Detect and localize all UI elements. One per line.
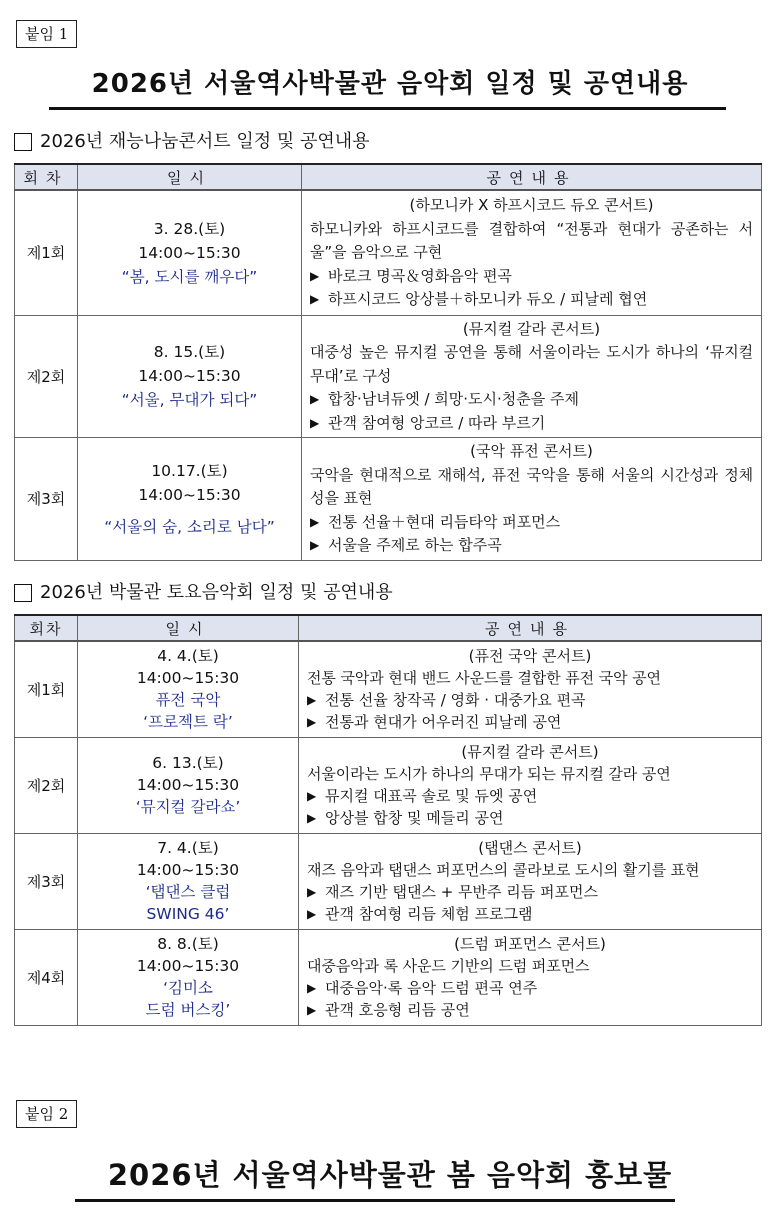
bullet-text: 바로크 명곡＆영화음악 편곡 (328, 266, 512, 285)
checkbox-icon (14, 584, 32, 602)
bullet-item (310, 511, 753, 535)
triangle-bullet-icon: ▶ (310, 538, 320, 552)
page-title-text: 2026년 서울역사박물관 음악회 일정 및 공연내용 (91, 69, 689, 99)
triangle-bullet-icon: ▶ (307, 789, 317, 803)
page-title (0, 66, 780, 102)
concert-subtitle: ‘김미소 (163, 979, 213, 997)
table-row (15, 737, 762, 833)
bullet-text: 하프시코드 앙상블＋하모니카 듀오 / 피날레 협연 (328, 290, 648, 308)
content-cell (302, 315, 762, 438)
header-date: 일시 (78, 164, 302, 190)
section-2-heading (14, 581, 393, 605)
bullet-text: 서울을 주제로 하는 합주곡 (328, 536, 502, 554)
performance-title: (탭댄스 콘서트) (478, 839, 582, 857)
promo-section-title (0, 1155, 780, 1195)
bullet-item (310, 265, 753, 289)
bullet-text: 재즈 기반 탭댄스 + 무반주 리듬 퍼포먼스 (325, 883, 599, 901)
date-cell (78, 190, 302, 315)
bullet-item (310, 412, 753, 436)
date-text: 10.17.(토) (151, 461, 228, 480)
concert-subtitle: “서울의 숨, 소리로 남다” (104, 517, 275, 536)
content-cell (299, 929, 762, 1025)
table-row (15, 929, 762, 1025)
concert-schedule-table-2 (14, 614, 762, 1026)
time-text: 14:00~15:30 (136, 669, 240, 688)
concert-subtitle: 드럼 버스킹’ (145, 1001, 231, 1019)
triangle-bullet-icon: ▶ (307, 907, 317, 921)
table-row (15, 438, 762, 561)
time-text: 14:00~15:30 (138, 367, 241, 386)
header-round: 회차 (15, 164, 78, 190)
bullet-text: 관객 참여형 앙코르 / 따라 부르기 (328, 413, 546, 432)
promo-title-underline (75, 1199, 675, 1202)
concert-subtitle: 퓨전 국악 (155, 691, 221, 710)
round-cell: 제3회 (15, 438, 78, 561)
title-underline (49, 107, 726, 110)
bullet-text: 전통 선율 창작곡 / 영화 · 대중가요 편곡 (325, 691, 586, 710)
performance-title: (뮤지컬 갈라 콘서트) (462, 319, 601, 338)
date-cell (78, 833, 299, 929)
performance-description: 하모니카와 하프시코드를 결합하여 “전통과 현대가 공존하는 서울”을 음악으로 구현 (310, 219, 753, 261)
round-cell: 제1회 (15, 641, 78, 737)
section-1-heading (14, 130, 370, 154)
content-cell (299, 737, 762, 833)
concert-subtitle: SWING 46’ (146, 905, 230, 923)
bullet-item (307, 881, 753, 903)
bullet-text: 관객 참여형 리듬 체험 프로그램 (325, 905, 533, 923)
date-cell (78, 929, 299, 1025)
performance-description: 재즈 음악과 탭댄스 퍼포먼스의 콜라보로 도시의 활기를 표현 (307, 861, 700, 879)
annex-1-tag-label: 붙임 1 (25, 25, 69, 43)
table-header-row (15, 164, 762, 190)
bullet-item (307, 689, 753, 711)
annex-1-tag (16, 20, 77, 48)
bullet-item (307, 903, 753, 925)
bullet-item (307, 999, 753, 1021)
section-1-heading-text: 2026년 재능나눔콘서트 일정 및 공연내용 (40, 131, 370, 152)
header-content: 공연내용 (302, 164, 762, 190)
triangle-bullet-icon: ▶ (310, 392, 320, 406)
round-cell: 제2회 (15, 315, 78, 438)
round-cell: 제1회 (15, 190, 78, 315)
date-cell (78, 737, 299, 833)
bullet-text: 앙상블 합창 및 메들리 공연 (325, 809, 504, 827)
performance-description: 국악을 현대적으로 재해석, 퓨전 국악을 통해 서울의 시간성과 정체성을 표현 (310, 465, 753, 507)
round-cell: 제4회 (15, 929, 78, 1025)
time-text: 14:00~15:30 (138, 243, 241, 262)
date-text: 4. 4.(토) (157, 647, 219, 666)
bullet-text: 전통과 현대가 어우러진 피날레 공연 (325, 713, 562, 732)
checkbox-icon (14, 133, 32, 151)
triangle-bullet-icon: ▶ (307, 811, 317, 825)
round-cell: 제2회 (15, 737, 78, 833)
concert-schedule-table-1 (14, 163, 762, 561)
date-text: 8. 8.(토) (157, 935, 219, 953)
date-cell (78, 641, 299, 737)
date-cell (78, 438, 302, 561)
table-row (15, 833, 762, 929)
concert-subtitle: “봄, 도시를 깨우다” (121, 267, 258, 286)
performance-title: (퓨전 국악 콘서트) (468, 647, 592, 666)
table-header-row (15, 615, 762, 641)
triangle-bullet-icon: ▶ (310, 268, 320, 283)
bullet-item (307, 977, 753, 999)
performance-description: 전통 국악과 현대 밴드 사운드를 결합한 퓨전 국악 공연 (307, 669, 661, 688)
bullet-text: 뮤지컬 대표곡 솔로 및 듀엣 공연 (325, 787, 538, 805)
bullet-item (307, 785, 753, 807)
content-cell (299, 833, 762, 929)
round-cell: 제3회 (15, 833, 78, 929)
time-text: 14:00~15:30 (136, 861, 240, 879)
performance-title: (드럼 퍼포먼스 콘서트) (454, 935, 606, 953)
concert-subtitle: ‘탭댄스 클럽 (145, 883, 231, 901)
header-content: 공연내용 (299, 615, 762, 641)
performance-description: 대중음악과 록 사운드 기반의 드럼 퍼포먼스 (307, 957, 590, 975)
concert-subtitle: ‘뮤지컬 갈라쇼’ (135, 798, 241, 816)
performance-title: (뮤지컬 갈라 콘서트) (461, 743, 599, 761)
bullet-item (310, 388, 753, 412)
triangle-bullet-icon: ▶ (307, 1003, 317, 1017)
time-text: 14:00~15:30 (138, 485, 241, 504)
concert-subtitle: ‘프로젝트 락’ (143, 713, 233, 732)
triangle-bullet-icon: ▶ (307, 715, 317, 730)
time-text: 14:00~15:30 (136, 776, 240, 794)
content-cell (299, 641, 762, 737)
bullet-item (310, 288, 753, 312)
promo-section-title-text: 2026년 서울역사박물관 봄 음악회 홍보물 (107, 1158, 673, 1192)
bullet-text: 관객 호응형 리듬 공연 (325, 1001, 470, 1019)
content-cell (302, 190, 762, 315)
date-text: 7. 4.(토) (157, 839, 219, 857)
triangle-bullet-icon: ▶ (307, 693, 317, 708)
bullet-item (307, 807, 753, 829)
table-row (15, 315, 762, 438)
performance-title: (국악 퓨전 콘서트) (470, 442, 593, 460)
bullet-text: 대중음악·록 음악 드럼 편곡 연주 (325, 979, 538, 997)
bullet-item (307, 711, 753, 733)
triangle-bullet-icon: ▶ (310, 514, 320, 529)
performance-description: 대중성 높은 뮤지컬 공연을 통해 서울이라는 도시가 하나의 ‘뮤지컬 무대’로 구성 (310, 343, 753, 385)
section-2-heading-text: 2026년 박물관 토요음악회 일정 및 공연내용 (40, 582, 393, 603)
bullet-item (310, 534, 753, 558)
triangle-bullet-icon: ▶ (307, 981, 317, 995)
date-cell (78, 315, 302, 438)
time-text: 14:00~15:30 (136, 957, 240, 975)
bullet-text: 전통 선율＋현대 리듬타악 퍼포먼스 (328, 512, 561, 531)
table-row (15, 641, 762, 737)
triangle-bullet-icon: ▶ (307, 885, 317, 899)
content-cell (302, 438, 762, 561)
date-text: 6. 13.(토) (152, 754, 224, 772)
header-round: 회차 (15, 615, 78, 641)
header-date: 일시 (78, 615, 299, 641)
date-text: 3. 28.(토) (153, 219, 226, 238)
annex-2-tag-label: 붙임 2 (25, 1105, 69, 1123)
bullet-text: 합창·남녀듀엣 / 희망·도시·청춘을 주제 (328, 390, 580, 408)
annex-2-tag (16, 1100, 77, 1128)
table-row (15, 190, 762, 315)
triangle-bullet-icon: ▶ (310, 415, 320, 430)
triangle-bullet-icon: ▶ (310, 292, 320, 306)
performance-description: 서울이라는 도시가 하나의 무대가 되는 뮤지컬 갈라 공연 (307, 765, 671, 783)
performance-title: (하모니카 X 하프시코드 듀오 콘서트) (409, 196, 654, 214)
concert-subtitle: “서울, 무대가 되다” (121, 391, 258, 410)
date-text: 8. 15.(토) (153, 343, 226, 362)
